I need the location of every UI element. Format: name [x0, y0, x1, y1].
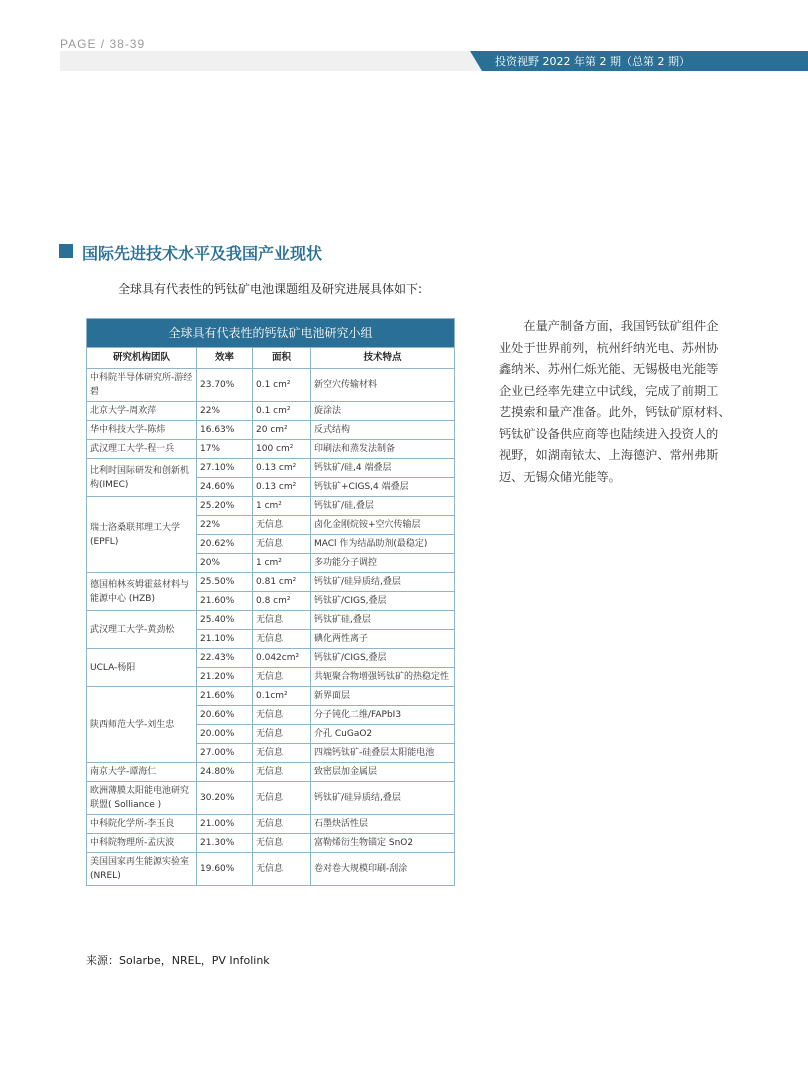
area-cell: 无信息	[253, 630, 311, 649]
feature-cell: 分子钝化二维/FAPbI3	[311, 706, 455, 725]
feature-cell: 共轭聚合物增强钙钛矿的热稳定性	[311, 668, 455, 687]
efficiency-cell: 27.00%	[197, 744, 253, 763]
area-cell: 无信息	[253, 763, 311, 782]
feature-cell: MACl 作为结晶助剂(最稳定)	[311, 535, 455, 554]
org-cell: 陕西师范大学-刘生忠	[87, 687, 197, 763]
efficiency-cell: 21.00%	[197, 815, 253, 834]
body-line: 钙钛矿设备供应商等也陆续进入投资人的	[499, 426, 719, 441]
area-cell: 0.1cm²	[253, 687, 311, 706]
efficiency-cell: 21.60%	[197, 687, 253, 706]
area-cell: 无信息	[253, 834, 311, 853]
area-cell: 0.8 cm²	[253, 592, 311, 611]
feature-cell: 多功能分子调控	[311, 554, 455, 573]
body-paragraph	[499, 316, 729, 488]
feature-cell: 钙钛矿/硅异质结,叠层	[311, 573, 455, 592]
table-intro: 全球具有代表性的钙钛矿电池课题组及研究进展具体如下:	[118, 282, 423, 296]
column-header-area: 面积	[253, 348, 311, 369]
area-cell: 无信息	[253, 611, 311, 630]
area-cell: 无信息	[253, 815, 311, 834]
efficiency-cell: 25.20%	[197, 497, 253, 516]
table-row	[87, 402, 455, 421]
source-note: 来源：Solarbe，NREL，PV Infolink	[86, 954, 270, 967]
table-title: 全球具有代表性的钙钛矿电池研究小组	[87, 319, 455, 348]
section-title: 国际先进技术水平及我国产业现状	[82, 244, 323, 263]
efficiency-cell: 22%	[197, 516, 253, 535]
feature-cell: 印刷法和蒸发法制备	[311, 440, 455, 459]
area-cell: 0.1 cm²	[253, 402, 311, 421]
area-cell: 无信息	[253, 668, 311, 687]
table-row	[87, 649, 455, 668]
feature-cell: 钙钛矿/硅,叠层	[311, 497, 455, 516]
area-cell: 无信息	[253, 744, 311, 763]
efficiency-cell: 16.63%	[197, 421, 253, 440]
efficiency-cell: 25.40%	[197, 611, 253, 630]
org-cell: 德国柏林亥姆霍兹材料与能源中心 (HZB)	[87, 573, 197, 611]
column-header-efficiency: 效率	[197, 348, 253, 369]
efficiency-cell: 27.10%	[197, 459, 253, 478]
feature-cell: 石墨炔活性层	[311, 815, 455, 834]
feature-cell: 钙钛矿/CIGS,叠层	[311, 649, 455, 668]
area-cell: 0.13 cm²	[253, 459, 311, 478]
area-cell: 0.13 cm²	[253, 478, 311, 497]
section-marker	[59, 244, 73, 258]
table-row	[87, 853, 455, 886]
area-cell: 无信息	[253, 725, 311, 744]
table-row	[87, 440, 455, 459]
efficiency-cell: 24.60%	[197, 478, 253, 497]
feature-cell: 介孔 CuGaO2	[311, 725, 455, 744]
org-cell: 瑞士洛桑联邦理工大学(EPFL)	[87, 497, 197, 573]
feature-cell: 碘化两性离子	[311, 630, 455, 649]
area-cell: 100 cm²	[253, 440, 311, 459]
area-cell: 无信息	[253, 853, 311, 886]
feature-cell: 卷对卷大规模印刷-刮涂	[311, 853, 455, 886]
area-cell: 0.81 cm²	[253, 573, 311, 592]
feature-cell: 旋涂法	[311, 402, 455, 421]
efficiency-cell: 23.70%	[197, 369, 253, 402]
feature-cell: 新界面层	[311, 687, 455, 706]
area-cell: 0.1 cm²	[253, 369, 311, 402]
table-row	[87, 497, 455, 516]
org-cell: 南京大学-谭海仁	[87, 763, 197, 782]
body-line: 迈、无锡众储光能等。	[499, 469, 621, 484]
area-cell: 无信息	[253, 706, 311, 725]
efficiency-cell: 20.60%	[197, 706, 253, 725]
area-cell: 20 cm²	[253, 421, 311, 440]
body-line: 艺摸索和量产准备。此外，钙钛矿原材料、	[499, 405, 731, 419]
efficiency-cell: 17%	[197, 440, 253, 459]
feature-cell: 钙钛矿/硅异质结,叠层	[311, 782, 455, 815]
column-header-org: 研究机构团队	[87, 348, 197, 369]
body-line: 企业已经率先建立中试线，完成了前期工	[499, 383, 719, 398]
table-row	[87, 815, 455, 834]
body-line: 视野，如湖南铱太、上海德沪、常州弗斯	[499, 448, 719, 462]
efficiency-cell: 21.30%	[197, 834, 253, 853]
feature-cell: 四端钙钛矿-硅叠层太阳能电池	[311, 744, 455, 763]
feature-cell: 卤化金刚烷铵+空穴传输层	[311, 516, 455, 535]
efficiency-cell: 20.00%	[197, 725, 253, 744]
table-row	[87, 573, 455, 592]
table-row	[87, 369, 455, 402]
efficiency-cell: 30.20%	[197, 782, 253, 815]
org-cell: 中科院化学所-李玉良	[87, 815, 197, 834]
feature-cell: 致密层加金属层	[311, 763, 455, 782]
org-cell: 中科院半导体研究所-游经碧	[87, 369, 197, 402]
org-cell: 美国国家再生能源实验室(NREL)	[87, 853, 197, 886]
efficiency-cell: 22%	[197, 402, 253, 421]
feature-cell: 钙钛矿/硅,4 端叠层	[311, 459, 455, 478]
feature-cell: 反式结构	[311, 421, 455, 440]
table-row	[87, 459, 455, 478]
table-row	[87, 782, 455, 815]
body-line: 鑫纳米、苏州仁烁光能、无锡极电光能等	[499, 362, 719, 376]
table-row	[87, 687, 455, 706]
research-table	[86, 318, 455, 886]
feature-cell: 钙钛矿/CIGS,叠层	[311, 592, 455, 611]
efficiency-cell: 21.10%	[197, 630, 253, 649]
feature-cell: 富勒烯衍生物锚定 SnO2	[311, 834, 455, 853]
area-cell: 无信息	[253, 535, 311, 554]
table-row	[87, 421, 455, 440]
org-cell: 欧洲薄膜太阳能电池研究联盟( Solliance )	[87, 782, 197, 815]
table-body	[87, 369, 455, 886]
efficiency-cell: 20.62%	[197, 535, 253, 554]
page-number: PAGE / 38-39	[60, 37, 146, 51]
org-cell: 比利时国际研发和创新机构(IMEC)	[87, 459, 197, 497]
efficiency-cell: 19.60%	[197, 853, 253, 886]
efficiency-cell: 22.43%	[197, 649, 253, 668]
area-cell: 1 cm²	[253, 497, 311, 516]
table-row	[87, 611, 455, 630]
area-cell: 无信息	[253, 782, 311, 815]
feature-cell: 钙钛矿+CIGS,4 端叠层	[311, 478, 455, 497]
org-cell: 中科院物理所-孟庆波	[87, 834, 197, 853]
column-header-feature: 技术特点	[311, 348, 455, 369]
area-cell: 1 cm²	[253, 554, 311, 573]
body-line: 在量产制备方面，我国钙钛矿组件企	[523, 319, 719, 333]
journal-title: 投资视野 2022 年第 2 期（总第 2 期）	[495, 55, 690, 68]
org-cell: 华中科技大学-陈炜	[87, 421, 197, 440]
efficiency-cell: 24.80%	[197, 763, 253, 782]
org-cell: UCLA-杨阳	[87, 649, 197, 687]
efficiency-cell: 20%	[197, 554, 253, 573]
efficiency-cell: 25.50%	[197, 573, 253, 592]
area-cell: 无信息	[253, 516, 311, 535]
area-cell: 0.042cm²	[253, 649, 311, 668]
org-cell: 武汉理工大学-程一兵	[87, 440, 197, 459]
table-row	[87, 763, 455, 782]
org-cell: 北京大学-周欢萍	[87, 402, 197, 421]
efficiency-cell: 21.20%	[197, 668, 253, 687]
body-line: 业处于世界前列，杭州纤纳光电、苏州协	[499, 340, 719, 355]
feature-cell: 新空穴传输材料	[311, 369, 455, 402]
feature-cell: 钙钛矿硅,叠层	[311, 611, 455, 630]
efficiency-cell: 21.60%	[197, 592, 253, 611]
table-row	[87, 834, 455, 853]
org-cell: 武汉理工大学-黄劲松	[87, 611, 197, 649]
